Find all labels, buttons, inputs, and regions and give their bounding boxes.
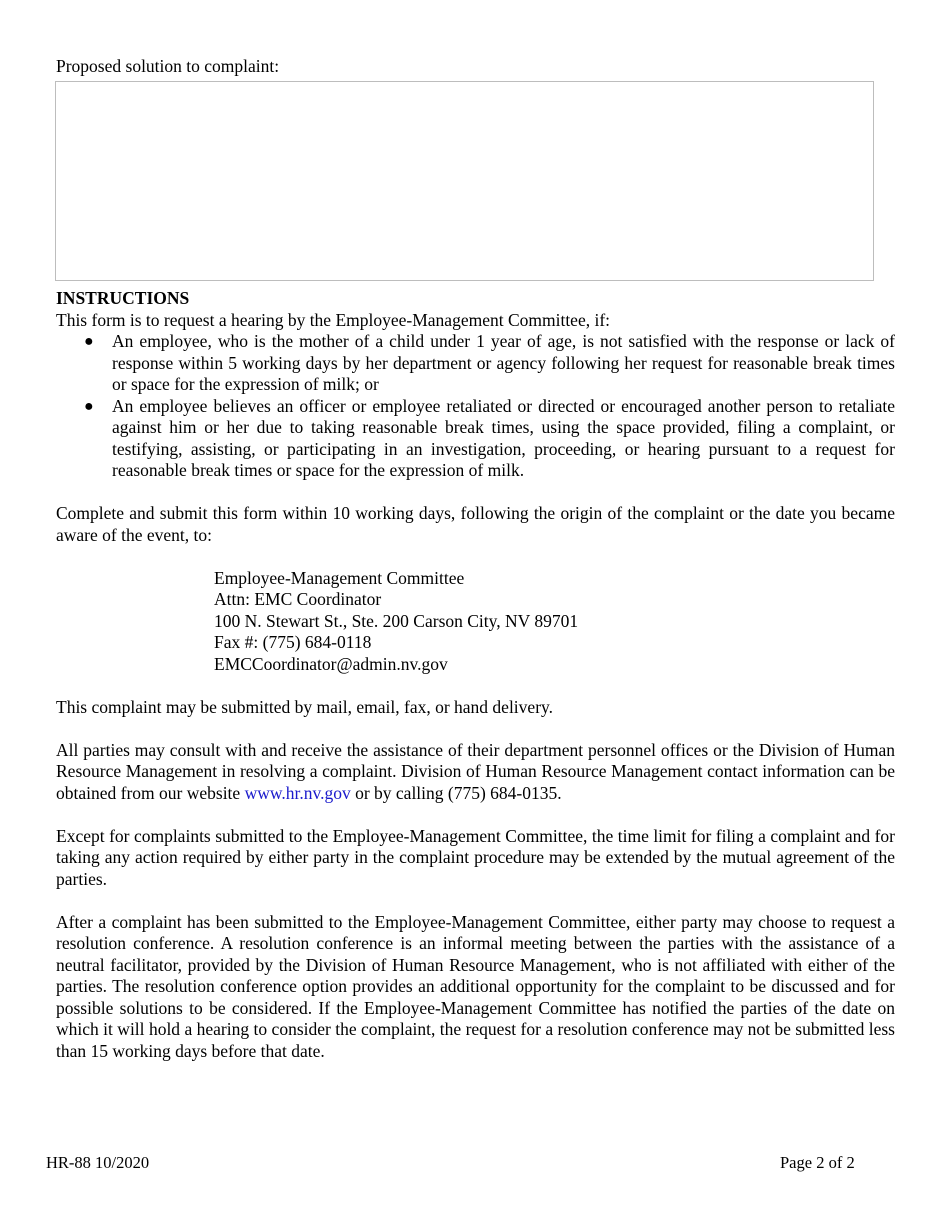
time-limit-paragraph: Except for complaints submitted to the Employee-Management Committee, the time limit for filing a complaint and for taking any action required by either party in the complaint procedure may be extended by the mutual agreement of the parties. bbox=[56, 825, 895, 889]
consult-text-phone: or by calling (775) 684-0135. bbox=[350, 782, 562, 803]
mailing-address bbox=[214, 568, 895, 676]
address-line-email: EMCCoordinator@admin.nv.gov bbox=[214, 653, 448, 674]
instructions-intro: This form is to request a hearing by the Employee-Management Committee, if: bbox=[56, 309, 611, 330]
list-item bbox=[56, 331, 895, 396]
address-line-attn: Attn: EMC Coordinator bbox=[214, 589, 382, 609]
address-line-committee: Employee-Management Committee bbox=[214, 567, 465, 588]
address-line-fax: Fax #: (775) 684-0118 bbox=[214, 632, 372, 652]
resolution-conference-paragraph: After a complaint has been submitted to the Employee-Management Committee, either party may choose to request a resolution conference. A resolution conference is an informal meeting between the parties with the assistance of a neutral facilitator, provided by the Division of Human Resource Management, who is not affiliated with either of the parties. The resolution conference option provides an additional opportunity for the complaint to be discussed and for possible solutions to be considered. If the Employee-Management Committee has notified the parties of the date on which it will hold a hearing to consider the complaint, the request for a resolution conference may not be submitted less than 15 working days before that date. bbox=[56, 911, 895, 1061]
address-line-street: 100 N. Stewart St., Ste. 200 Carson City, NV 89701 bbox=[214, 610, 579, 631]
form-id: HR-88 10/2020 bbox=[46, 1153, 150, 1172]
consult-paragraph bbox=[56, 740, 895, 805]
page-number: Page 2 of 2 bbox=[780, 1153, 855, 1172]
consult-text: All parties may consult with and receive the assistance of their department personnel offices or the Division of Human Resource Management in resolving a complaint. Division of Human Resource Management contact information can be obtained from our website bbox=[56, 739, 895, 803]
submit-instructions: Complete and submit this form within 10 working days, following the origin of the complaint or the date you became aware of the event, to: bbox=[56, 503, 895, 545]
condition-text: An employee, who is the mother of a child under 1 year of age, is not satisfied with the response or lack of response within 5 working days by her department or agency following her request for reasonable break times or space for the expression of milk; or bbox=[112, 331, 895, 394]
website-link[interactable]: www.hr.nv.gov bbox=[244, 782, 351, 803]
condition-text: An employee believes an officer or employee retaliated or directed or encouraged another person to retaliate against him or her due to taking reasonable break times, using the space provided, filing a complaint, or testifying, assisting, or participating in an investigation, proceeding, or hearing pursuant to a request for reasonable break times or space for the expression of milk. bbox=[112, 395, 895, 480]
proposed-solution-label: Proposed solution to complaint: bbox=[56, 56, 280, 76]
proposed-solution-input[interactable] bbox=[55, 81, 874, 281]
instructions-section bbox=[56, 288, 895, 1062]
conditions-list bbox=[56, 331, 895, 482]
bullet-icon: ● bbox=[84, 397, 94, 415]
bullet-icon: ● bbox=[84, 333, 94, 350]
list-item bbox=[56, 396, 895, 482]
delivery-methods: This complaint may be submitted by mail, email, fax, or hand delivery. bbox=[56, 696, 554, 717]
instructions-heading: INSTRUCTIONS bbox=[56, 288, 190, 308]
